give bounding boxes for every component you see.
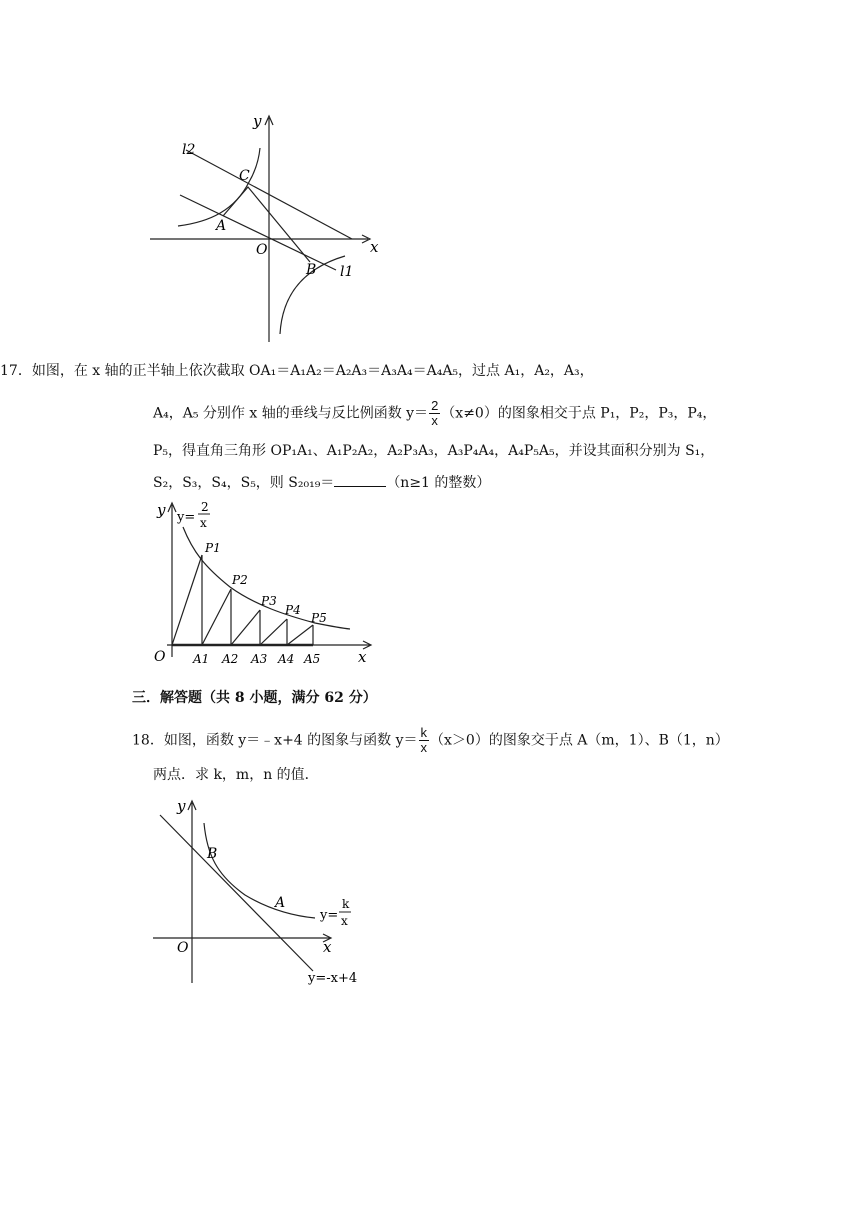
q18-line-1-post: （x＞0）的图象交于点 A（m，1）、B（1，n）: [430, 732, 729, 749]
q17-line-1: 17．如图，在 x 轴的正半轴上依次截取 OA₁＝A₁A₂＝A₂A₃＝A₃A₄＝A₄A₅，过点 A₁，A₂，A₃，: [0, 363, 594, 379]
q17-line-4-post: （n≥1 的整数）: [386, 475, 491, 491]
label-C: C: [239, 168, 250, 184]
hyp-A1P2: [202, 589, 231, 645]
line-l1: [180, 195, 336, 270]
label-B: B: [306, 262, 317, 278]
q17-line-4: [153, 472, 490, 493]
label-B: B: [207, 846, 218, 862]
label-P5: P5: [311, 611, 327, 625]
figure-q17: [145, 497, 385, 675]
q17-line-2-pre: A₄，A₅ 分别作 x 轴的垂线与反比例函数 y＝: [153, 405, 429, 422]
label-x: x: [358, 648, 367, 666]
label-O: O: [256, 242, 268, 258]
q18-line-1: [132, 726, 729, 755]
label-A3: A3: [251, 652, 268, 666]
label-A4: A4: [278, 652, 295, 666]
section-3-heading: 三．解答题（共 8 小题，满分 62 分）: [132, 690, 377, 706]
label-l1: l1: [340, 264, 354, 280]
label-eq-num: 2: [201, 500, 209, 514]
q18-line-1-pre: 18．如图，函数 y＝﹣x+4 的图象与函数 y＝: [132, 732, 418, 749]
figure-q18: [145, 795, 385, 990]
label-O: O: [177, 940, 189, 956]
label-P4: P4: [285, 603, 301, 617]
hyp-A3P4: [260, 619, 287, 645]
hyperbola-curve: [204, 823, 315, 918]
label-P2: P2: [232, 573, 248, 587]
label-x: x: [323, 938, 332, 956]
label-l2: l2: [182, 142, 196, 158]
label-line-eq: y=-x+4: [308, 971, 358, 986]
hyp-OP1: [172, 555, 202, 645]
hyp-A4P5: [287, 625, 313, 645]
label-P1: P1: [205, 541, 221, 555]
label-y: y: [177, 797, 186, 815]
label-eq-prefix: y=: [177, 510, 196, 525]
fraction-k-over-x: $\frac{k}{x}$: [420, 725, 428, 755]
label-y: y: [253, 112, 262, 130]
label-P3: P3: [261, 594, 277, 608]
q18-line-2: 两点．求 k，m，n 的值．: [153, 767, 319, 783]
label-eq-prefix: y=: [320, 908, 339, 923]
label-A: A: [275, 895, 286, 911]
answer-blank[interactable]: [334, 472, 386, 487]
label-x: x: [370, 238, 379, 256]
q17-line-2-post: （x≠0）的图象相交于点 P₁，P₂，P₃，P₄，: [441, 405, 717, 422]
q17-line-2: [153, 399, 716, 428]
label-O: O: [154, 649, 166, 665]
label-eq-den: x: [341, 914, 348, 928]
label-A: A: [216, 218, 227, 234]
fraction-2-over-x: $\frac{2}{x}$: [431, 398, 439, 428]
figure-q16: [140, 110, 400, 345]
label-A1: A1: [193, 652, 210, 666]
label-A5: A5: [304, 652, 321, 666]
label-eq-den: x: [200, 516, 207, 530]
q17-line-3: P₅，得直角三角形 OP₁A₁、A₁P₂A₂，A₂P₃A₃，A₃P₄A₄，A₄P₅A₅，并设其面积分别为 S₁，: [153, 443, 715, 459]
q17-line-4-pre: S₂，S₃，S₄，S₅，则 S₂₀₁₉＝: [153, 475, 335, 491]
label-y: y: [157, 501, 166, 519]
hyp-A2P3: [231, 610, 260, 645]
label-A2: A2: [222, 652, 239, 666]
label-eq-num: k: [342, 897, 350, 911]
